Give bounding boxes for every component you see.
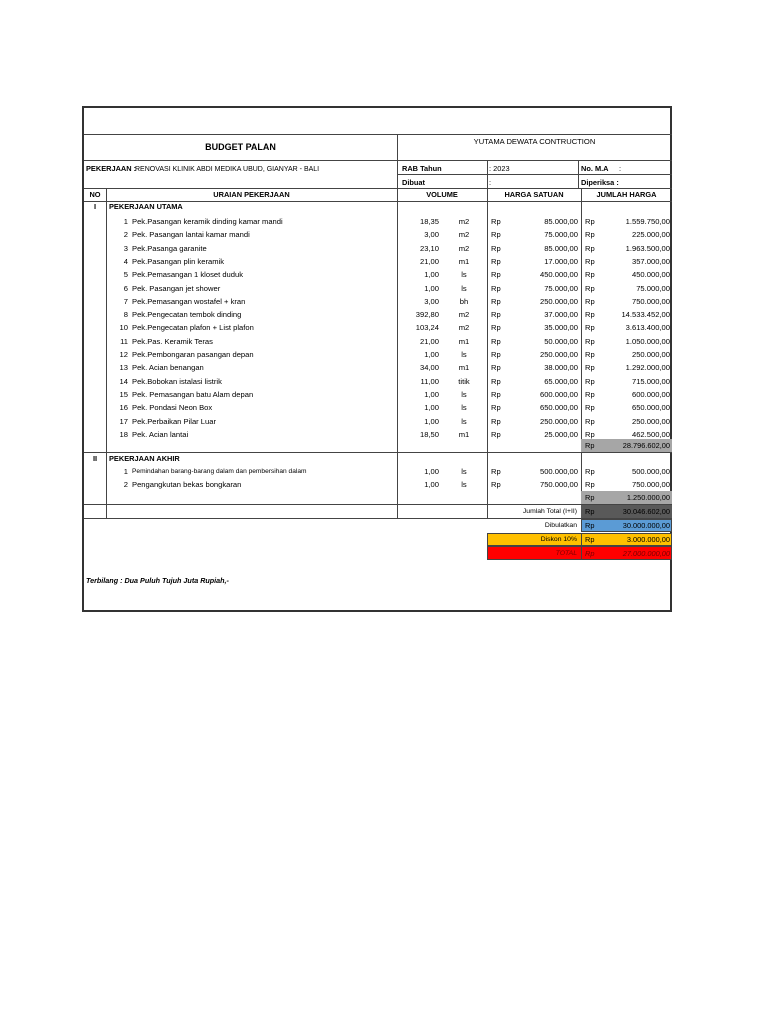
col-jumlah-harga-header: JUMLAH HARGA	[596, 190, 657, 199]
item-unit-price: 25.000,00	[544, 429, 578, 439]
section-2-subtotal: 1.250.000,00	[626, 493, 670, 502]
item-unit-price: 75.000,00	[544, 283, 578, 293]
item-volume: 392,80	[415, 310, 439, 320]
item-no: 2	[123, 480, 128, 490]
item-unit-price: 650.000,00	[539, 403, 578, 413]
item-description: Pek. Pasangan lantai kamar mandi	[132, 230, 250, 240]
item-description: Pek. Pasangan jet shower	[132, 283, 221, 293]
dibulatkan-value: 30.000.000,00	[622, 521, 670, 530]
item-unit: titik	[458, 376, 470, 386]
item-volume: 1,00	[424, 480, 439, 490]
item-volume: 3,00	[424, 230, 439, 240]
item-unit-price: 250.000,00	[539, 350, 578, 359]
item-price-currency: Rp	[491, 296, 501, 306]
item-description: Pemindahan barang-barang dalam dan pembersihan dalam	[132, 468, 307, 475]
item-unit: m2	[458, 323, 470, 333]
item-no: 12	[119, 350, 128, 359]
item-total: 1.559.750,00	[625, 217, 670, 226]
table-row	[84, 295, 672, 308]
jumlah-total-value: 30.046.602,00	[622, 507, 670, 516]
item-volume: 21,00	[419, 336, 439, 346]
item-volume: 1,00	[424, 350, 439, 359]
item-price-currency: Rp	[491, 480, 501, 490]
item-unit: m1	[458, 336, 470, 346]
item-unit: m1	[458, 363, 470, 373]
table-row	[84, 415, 672, 428]
total-value: 27.000.000,00	[622, 549, 670, 558]
item-description: Pek.Perbaikan Pilar Luar	[132, 416, 216, 426]
table-row	[84, 388, 672, 401]
dibuat-value: :	[489, 178, 492, 187]
item-price-currency: Rp	[491, 323, 501, 333]
diskon-value: 3.000.000,00	[626, 535, 670, 544]
item-unit: ls	[461, 467, 467, 476]
item-description: Pek. Pemasangan batu Alam depan	[132, 389, 254, 399]
dibulatkan-rp: Rp	[585, 521, 595, 530]
item-no: 1	[123, 217, 128, 226]
item-total-currency: Rp	[585, 270, 595, 280]
item-total-currency: Rp	[585, 310, 595, 320]
item-unit: ls	[461, 350, 467, 359]
table-row	[84, 465, 672, 478]
section-1-number: I	[93, 202, 97, 211]
item-description: Pek.Pemasangan 1 kloset duduk	[132, 270, 244, 280]
dibulatkan-label: Dibulatkan	[544, 522, 577, 529]
section-1-subtotal: 28.796.602,00	[622, 441, 670, 450]
item-price-currency: Rp	[491, 416, 501, 426]
item-volume: 18,50	[419, 429, 439, 439]
total-label: TOTAL	[555, 550, 577, 557]
item-total: 1.292.000,00	[625, 363, 670, 373]
item-unit: ls	[461, 389, 467, 399]
rab-value: : 2023	[489, 164, 510, 173]
grid-line	[84, 160, 672, 161]
table-row	[84, 268, 672, 281]
item-price-currency: Rp	[491, 256, 501, 266]
item-unit: bh	[459, 296, 469, 306]
col-volume-header: VOLUME	[426, 190, 458, 199]
col-harga-satuan-header: HARGA SATUAN	[504, 190, 564, 199]
col-no-header: NO	[89, 190, 101, 199]
budget-sheet	[82, 106, 672, 612]
item-total: 600.000,00	[631, 389, 670, 399]
table-row	[84, 321, 672, 334]
item-total-currency: Rp	[585, 296, 595, 306]
item-total: 250.000,00	[631, 350, 670, 359]
item-description: Pek.Pemasangan wostafel + kran	[132, 296, 246, 306]
item-unit: m2	[458, 217, 470, 226]
item-description: Pek. Acian benangan	[132, 363, 204, 373]
diskon-label: Diskon 10%	[540, 536, 577, 543]
item-no: 13	[119, 363, 128, 373]
item-no: 18	[119, 429, 128, 439]
section-2-subtotal-rp: Rp	[585, 493, 595, 502]
item-unit-price: 750.000,00	[539, 480, 578, 490]
item-total-currency: Rp	[585, 323, 595, 333]
item-total-currency: Rp	[585, 389, 595, 399]
item-volume: 1,00	[424, 270, 439, 280]
item-total: 462.500,00	[631, 429, 670, 439]
section-2-title: PEKERJAAN AKHIR	[109, 454, 180, 463]
item-price-currency: Rp	[491, 336, 501, 346]
diperiksa-label: Diperiksa :	[581, 178, 619, 187]
item-total-currency: Rp	[585, 467, 595, 476]
document-title: BUDGET PALAN	[205, 142, 276, 152]
item-price-currency: Rp	[491, 283, 501, 293]
grid-line	[578, 160, 579, 188]
item-total: 1.050.000,00	[625, 336, 670, 346]
item-total: 14.533.452,00	[621, 310, 670, 320]
item-volume: 103,24	[415, 323, 439, 333]
table-row	[84, 215, 672, 228]
item-unit-price: 38.000,00	[544, 363, 578, 373]
item-no: 17	[119, 416, 128, 426]
pekerjaan-value: RENOVASI KLINIK ABDI MEDIKA UBUD, GIANYAR - BALI	[135, 166, 320, 173]
item-unit-price: 75.000,00	[544, 230, 578, 240]
item-volume: 3,00	[424, 296, 439, 306]
item-unit: m1	[458, 256, 470, 266]
item-total: 500.000,00	[631, 467, 670, 476]
item-unit: m2	[458, 243, 470, 253]
item-volume: 18,35	[419, 217, 439, 226]
jumlah-total-rp: Rp	[585, 507, 595, 516]
item-total: 1.963.500,00	[625, 243, 670, 253]
rab-label: RAB Tahun	[402, 164, 442, 173]
section-1-title: PEKERJAAN UTAMA	[109, 202, 183, 211]
item-no: 11	[120, 336, 128, 346]
item-total: 357.000,00	[631, 256, 670, 266]
item-unit-price: 35.000,00	[544, 323, 578, 333]
item-no: 7	[123, 296, 128, 306]
item-description: Pengangkutan bekas bongkaran	[132, 480, 242, 490]
item-total: 715.000,00	[631, 376, 670, 386]
section-2-number: II	[92, 454, 98, 463]
item-price-currency: Rp	[491, 376, 501, 386]
item-price-currency: Rp	[491, 403, 501, 413]
table-row	[84, 255, 672, 268]
item-total-currency: Rp	[585, 350, 595, 359]
item-no: 1	[123, 467, 128, 476]
item-description: Pek.Bobokan istalasi listrik	[132, 376, 222, 386]
item-volume: 1,00	[424, 467, 439, 476]
item-unit-price: 500.000,00	[539, 467, 578, 476]
item-volume: 34,00	[419, 363, 439, 373]
item-no: 6	[123, 283, 128, 293]
table-row	[84, 348, 672, 361]
table-row	[84, 242, 672, 255]
item-total-currency: Rp	[585, 403, 595, 413]
item-no: 2	[123, 230, 128, 240]
jumlah-total-label: Jumlah Total (I+II)	[522, 508, 577, 515]
item-unit-price: 600.000,00	[539, 389, 578, 399]
item-description: Pek.Pengecatan tembok dinding	[132, 310, 242, 320]
item-volume: 21,00	[419, 256, 439, 266]
item-total-currency: Rp	[585, 243, 595, 253]
item-price-currency: Rp	[491, 467, 501, 476]
item-unit: ls	[461, 283, 467, 293]
item-price-currency: Rp	[491, 350, 501, 359]
item-total: 750.000,00	[631, 480, 670, 490]
item-description: Pek.Pengecatan plafon + List plafon	[132, 323, 254, 333]
company-name: YUTAMA DEWATA CONTRUCTION	[473, 137, 596, 146]
item-total: 75.000,00	[636, 283, 670, 293]
item-price-currency: Rp	[491, 243, 501, 253]
item-description: Pek.Pasanga garanite	[132, 243, 207, 253]
item-price-currency: Rp	[491, 230, 501, 240]
item-description: Pek.Pembongaran pasangan depan	[132, 350, 254, 359]
diskon-rp: Rp	[585, 535, 595, 544]
item-unit: ls	[461, 403, 467, 413]
table-row	[84, 375, 672, 388]
table-row	[84, 401, 672, 414]
item-no: 10	[119, 323, 128, 333]
grid-line	[84, 134, 672, 135]
item-price-currency: Rp	[491, 389, 501, 399]
item-unit-price: 50.000,00	[544, 336, 578, 346]
item-unit-price: 85.000,00	[544, 217, 578, 226]
table-row	[84, 335, 672, 348]
item-description: Pek.Pasangan keramik dinding kamar mandi	[132, 217, 283, 226]
col-uraian-header: URAIAN PEKERJAAN	[213, 190, 290, 199]
item-price-currency: Rp	[491, 310, 501, 320]
table-row	[84, 478, 672, 491]
item-volume: 11,00	[420, 376, 439, 386]
item-total-currency: Rp	[585, 283, 595, 293]
item-description: Pek.Pasangan plin keramik	[132, 256, 225, 266]
item-unit: ls	[461, 416, 467, 426]
item-total-currency: Rp	[585, 336, 595, 346]
terbilang-text: Terbilang : Dua Puluh Tujuh Juta Rupiah,-	[86, 576, 229, 585]
item-unit-price: 450.000,00	[539, 270, 578, 280]
no-ma-value: :	[619, 164, 622, 173]
item-volume: 23,10	[419, 243, 439, 253]
item-total-currency: Rp	[585, 217, 595, 226]
item-total: 450.000,00	[631, 270, 670, 280]
item-total-currency: Rp	[585, 429, 595, 439]
item-no: 3	[123, 243, 128, 253]
item-unit: ls	[461, 270, 467, 280]
item-total-currency: Rp	[585, 256, 595, 266]
item-price-currency: Rp	[491, 363, 501, 373]
item-no: 4	[123, 256, 128, 266]
item-price-currency: Rp	[491, 270, 501, 280]
item-description: Pek. Pondasi Neon Box	[132, 403, 213, 413]
item-volume: 1,00	[424, 416, 439, 426]
item-unit-price: 85.000,00	[544, 243, 578, 253]
item-unit: m1	[458, 429, 470, 439]
no-ma-label: No. M.A	[581, 164, 609, 173]
item-no: 15	[119, 389, 128, 399]
table-row	[84, 361, 672, 374]
item-unit: m2	[458, 230, 470, 240]
item-total-currency: Rp	[585, 480, 595, 490]
item-total: 250.000,00	[631, 416, 670, 426]
section-1-subtotal-rp: Rp	[585, 441, 595, 450]
item-total-currency: Rp	[585, 230, 595, 240]
item-unit-price: 37.000,00	[544, 310, 578, 320]
item-description: Pek.Pas. Keramik Teras	[132, 336, 213, 346]
item-total-currency: Rp	[585, 416, 595, 426]
item-unit-price: 250.000,00	[539, 416, 578, 426]
item-total-currency: Rp	[585, 376, 595, 386]
item-no: 5	[123, 270, 128, 280]
pekerjaan-label: PEKERJAAN :	[86, 164, 137, 173]
item-no: 16	[119, 403, 128, 413]
item-unit-price: 250.000,00	[539, 296, 578, 306]
item-volume: 1,00	[424, 403, 439, 413]
item-no: 14	[119, 376, 128, 386]
item-description: Pek. Acian lantai	[132, 429, 189, 439]
table-row	[84, 282, 672, 295]
item-volume: 1,00	[424, 283, 439, 293]
table-row	[84, 308, 672, 321]
item-volume: 1,00	[424, 389, 439, 399]
item-price-currency: Rp	[491, 217, 501, 226]
item-price-currency: Rp	[491, 429, 501, 439]
item-unit: ls	[461, 480, 467, 490]
item-total: 750.000,00	[631, 296, 670, 306]
item-total: 650.000,00	[631, 403, 670, 413]
total-rp: Rp	[585, 549, 595, 558]
item-total: 3.613.400,00	[625, 323, 670, 333]
item-unit-price: 17.000,00	[544, 256, 578, 266]
item-no: 8	[123, 310, 128, 320]
item-unit: m2	[458, 310, 470, 320]
grid-line	[397, 174, 672, 175]
table-row	[84, 228, 672, 241]
dibuat-label: Dibuat	[402, 178, 425, 187]
item-total-currency: Rp	[585, 363, 595, 373]
item-total: 225.000,00	[631, 230, 670, 240]
item-unit-price: 65.000,00	[544, 376, 578, 386]
